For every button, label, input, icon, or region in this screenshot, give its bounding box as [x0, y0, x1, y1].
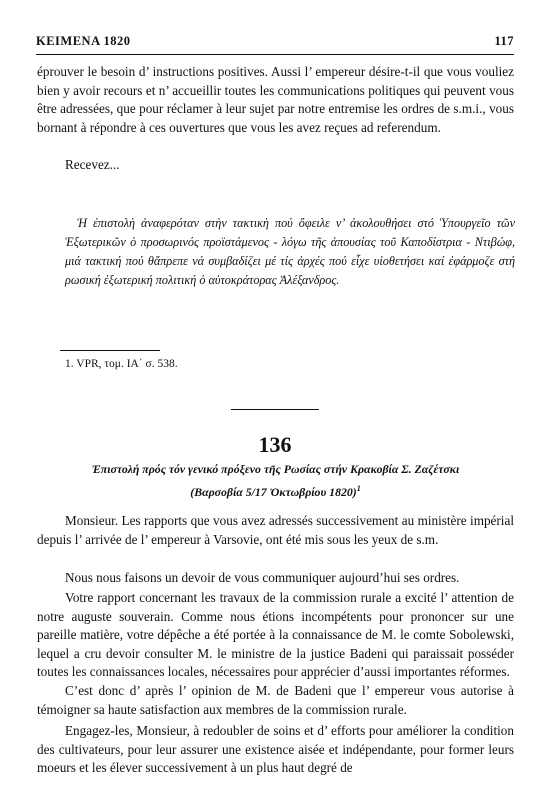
page-number: 117: [494, 34, 514, 48]
document-heading-line-1: Ἐπιστολή πρός τόν γενικό πρόξενο τῆς Ρωσίας στήν Κρακοβία Σ. Ζαζέτσκι: [91, 462, 460, 476]
header-rule: [36, 54, 514, 55]
running-head-title: KEIMENA 1820: [36, 34, 131, 48]
document-number: 136: [258, 432, 292, 457]
letter-paragraph-1: Monsieur. Les rapports que vous avez adressés successivement au ministère impérial depuis l’ arrivée de l’ empereur à Varsovie, ont été mis sous les yeux de s.m.: [37, 513, 514, 547]
document-heading-line-2: [37, 484, 514, 500]
paragraph-continued: éprouver le besoin d’ instructions positives. Aussi l’ empereur désire-t-il que vous vouliez bien y avoir recours et n’ accueillir toutes les communications politiques qui peuvent vous être adressées, que pour réclamer à leur sujet par notre entremise les ordres de s.m.i., vous bornant à répondre à ces ouvertures que vous les avez reçues ad referendum.: [37, 64, 514, 135]
letter-paragraph-3: Votre rapport concernant les travaux de la commission rurale a excité l’ attention de notre auguste souverain. Comme nous étions incompétents pour prononcer sur une pareille matière, votre dépêche a été portée à la connaissance de M. le comte Sobolewski, lequel a cru devoir consulter M. le ministre de la justice Badeni qui paraissait posséder toutes les connaissances locales, nécessaires pour apprécier d’aussi importantes réformes.: [37, 590, 514, 680]
footnote-reference: 1: [356, 484, 361, 493]
greek-editorial-note: Ἡ ἐπιστολὴ ἀναφερόταν στὴν τακτικὴ πού ὄφειλε ν’ ἀκολουθήσει στό Ὑπουργεῖο τῶν Ἐξωτερικῶν ὁ προσωρινός προϊστάμενος - λόγω τῆς ἀπουσίας τοῦ Καποδίστρια - Ντιβώφ, μιά τακτική πού θἄπρεπε νά συμβαδίζει μέ τίς ἀρχές πού εἶχε υἱοθετήσει καί ἐφάρμοζε στή ρωσική ἐξωτερική πολιτική ὁ αὐτοκράτορας Ἀλέξανδρος.: [65, 216, 515, 287]
section-divider: [231, 409, 319, 410]
footnote-rule: [60, 350, 160, 351]
letter-paragraph-2: Nous nous faisons un devoir de vous communiquer aujourd’hui ses ordres.: [65, 570, 460, 585]
document-date: (Βαρσοβία 5/17 Ὀκτωβρίου 1820): [190, 484, 357, 499]
letter-paragraph-5: Engagez-les, Monsieur, à redoubler de soins et d’ efforts pour améliorer la condition des cultivateurs, pour leur assurer une existence aisée et indépendante, pour former leurs moeurs et les élever successivement à un plus haut degré de: [37, 723, 514, 776]
closing-recevez: Recevez...: [65, 157, 120, 172]
footnote: 1. VPR, τομ. ΙΑ΄ σ. 538.: [65, 358, 178, 370]
running-head: [36, 34, 514, 49]
letter-paragraph-4: C’est donc d’ après l’ opinion de M. de Badeni que l’ empereur vous autorise à témoigner sa haute satisfaction aux membres de la commission rurale.: [37, 683, 514, 717]
